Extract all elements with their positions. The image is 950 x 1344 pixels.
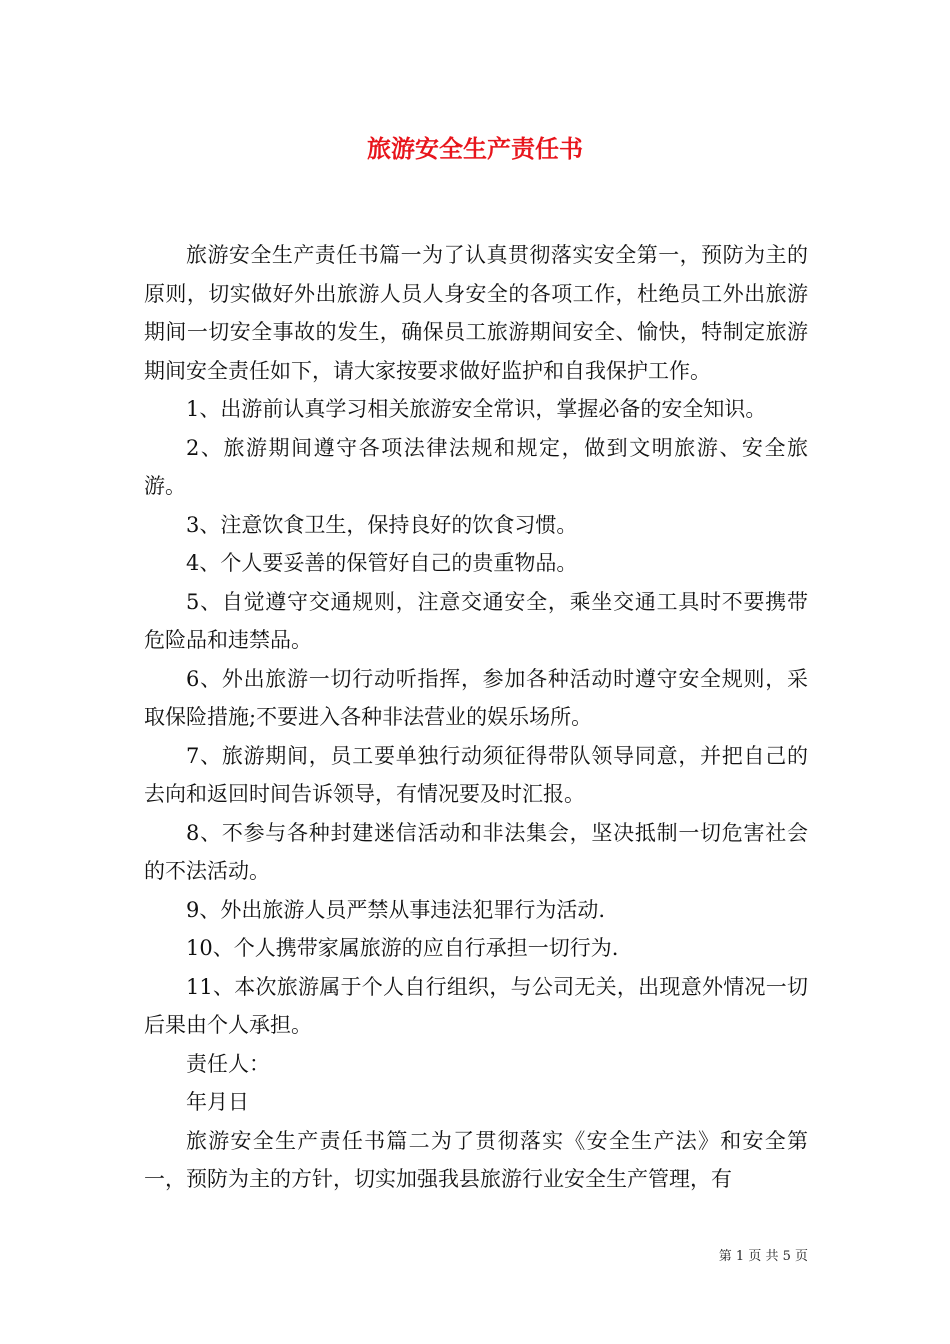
paragraph-item-4: 4、个人要妥善的保管好自己的贵重物品。 [186, 551, 578, 575]
page-number: 第 1 页 共 5 页 [718, 1249, 808, 1264]
paragraph-item-9: 9、外出旅游人员严禁从事违法犯罪行为活动. [186, 897, 606, 922]
date-label: 年月日 [186, 1090, 249, 1114]
paragraph-item-11: 11、本次旅游属于个人自行组织，与公司无关，出现意外情况一切后果由个人承担。 [144, 974, 808, 1037]
signature-label: 责任人： [186, 1051, 270, 1076]
paragraph-item-5: 5、自觉遵守交通规则，注意交通安全，乘坐交通工具时不要携带危险品和违禁品。 [144, 589, 808, 652]
paragraph-item-10: 10、个人携带家属旅游的应自行承担一切行为. [186, 936, 619, 960]
paragraph-item-6: 6、外出旅游一切行动听指挥，参加各种活动时遵守安全规则，采取保险措施;不要进入各种非法营业的娱乐场所。 [144, 666, 808, 729]
paragraph-item-2: 2、旅游期间遵守各项法律法规和规定，做到文明旅游、安全旅游。 [144, 435, 808, 498]
document-title: 旅游安全生产责任书 [367, 134, 583, 163]
paragraph-section-two: 旅游安全生产责任书篇二为了贯彻落实《安全生产法》和安全第一，预防为主的方针，切实加强我县旅游行业安全生产管理，有 [144, 1128, 808, 1191]
paragraph-item-7: 7、旅游期间，员工要单独行动须征得带队领导同意，并把自己的去向和返回时间告诉领导，有情况要及时汇报。 [144, 743, 808, 806]
paragraph-intro: 旅游安全生产责任书篇一为了认真贯彻落实安全第一，预防为主的原则，切实做好外出旅游人员人身安全的各项工作，杜绝员工外出旅游期间一切安全事故的发生，确保员工旅游期间安全、愉快，特制定旅游期间安全责任如下，请大家按要求做好监护和自我保护工作。 [144, 243, 808, 383]
paragraph-item-8: 8、不参与各种封建迷信活动和非法集会，坚决抵制一切危害社会的不法活动。 [144, 820, 808, 883]
document-body [144, 236, 808, 1199]
paragraph-item-3: 3、注意饮食卫生，保持良好的饮食习惯。 [186, 512, 578, 537]
paragraph-item-1: 1、出游前认真学习相关旅游安全常识，掌握必备的安全知识。 [186, 397, 767, 421]
